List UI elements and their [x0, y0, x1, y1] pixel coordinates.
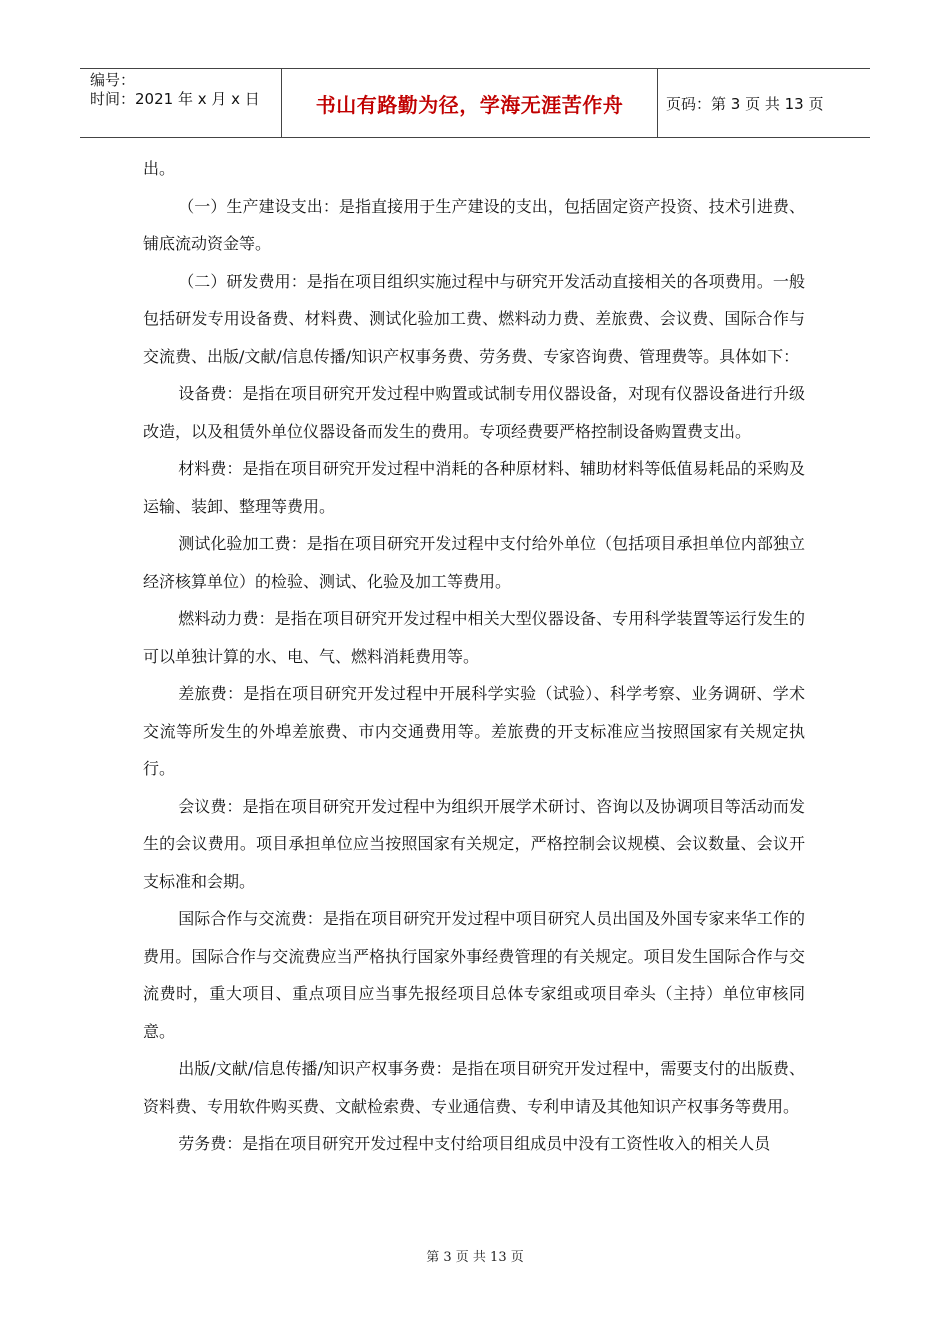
- paragraph-equipment-fee: 设备费：是指在项目研究开发过程中购置或试制专用仪器设备，对现有仪器设备进行升级改造，以及租赁外单位仪器设备而发生的费用。专项经费要严格控制设备购置费支出。: [143, 384, 805, 441]
- paragraph-production-construction: （一）生产建设支出：是指直接用于生产建设的支出，包括固定资产投资、技术引进费、铺底流动资金等。: [143, 196, 805, 253]
- paragraph-testing-fee: 测试化验加工费：是指在项目研究开发过程中支付给外单位（包括项目承担单位内部独立经济核算单位）的检验、测试、化验及加工等费用。: [143, 534, 805, 591]
- document-number-label: 编号：: [90, 71, 136, 89]
- header-motto-cell: [282, 69, 658, 137]
- header-page-code: 页码：第 3 页 共 13 页: [666, 94, 824, 113]
- paragraph-travel-fee: 差旅费：是指在项目研究开发过程中开展科学实验（试验）、科学考察、业务调研、学术交流等所发生的外埠差旅费、市内交通费用等。差旅费的开支标准应当按照国家有关规定执行。: [143, 684, 805, 778]
- document-body: [143, 150, 805, 1163]
- paragraph-international-fee: 国际合作与交流费：是指在项目研究开发过程中项目研究人员出国及外国专家来华工作的费用。国际合作与交流费应当严格执行国家外事经费管理的有关规定。项目发生国际合作与交流费时，重大项目、重点项目应当事先报经项目总体专家组或项目牵头（主持）单位审核同意。: [143, 909, 805, 1041]
- paragraph-material-fee: 材料费：是指在项目研究开发过程中消耗的各种原材料、辅助材料等低值易耗品的采购及运输、装卸、整理等费用。: [143, 459, 805, 516]
- header-meta: [80, 69, 282, 137]
- header-motto: 书山有路勤为径，学海无涯苦作舟: [315, 92, 624, 117]
- page-header: [80, 68, 870, 138]
- paragraph-labor-fee: 劳务费：是指在项目研究开发过程中支付给项目组成员中没有工资性收入的相关人员: [178, 1134, 771, 1153]
- paragraph-continuation: 出。: [143, 159, 176, 178]
- paragraph-meeting-fee: 会议费：是指在项目研究开发过程中为组织开展学术研讨、咨询以及协调项目等活动而发生的会议费用。项目承担单位应当按照国家有关规定，严格控制会议规模、会议数量、会议开支标准和会期。: [143, 796, 805, 891]
- paragraph-fuel-power-fee: 燃料动力费：是指在项目研究开发过程中相关大型仪器设备、专用科学装置等运行发生的可以单独计算的水、电、气、燃料消耗费用等。: [143, 609, 805, 666]
- paragraph-publication-fee: 出版/文献/信息传播/知识产权事务费：是指在项目研究开发过程中，需要支付的出版费、资料费、专用软件购买费、文献检索费、专业通信费、专利申请及其他知识产权事务等费用。: [143, 1059, 805, 1116]
- page-footer: 第 3 页 共 13 页: [426, 1250, 524, 1265]
- document-date: 时间：2021 年 x 月 x 日: [90, 90, 260, 108]
- paragraph-rd-expenses: （二）研发费用：是指在项目组织实施过程中与研究开发活动直接相关的各项费用。一般包括研发专用设备费、材料费、测试化验加工费、燃料动力费、差旅费、会议费、国际合作与交流费、出版/文献/信息传播/知识产权事务费、劳务费、专家咨询费、管理费等。具体如下：: [143, 271, 805, 366]
